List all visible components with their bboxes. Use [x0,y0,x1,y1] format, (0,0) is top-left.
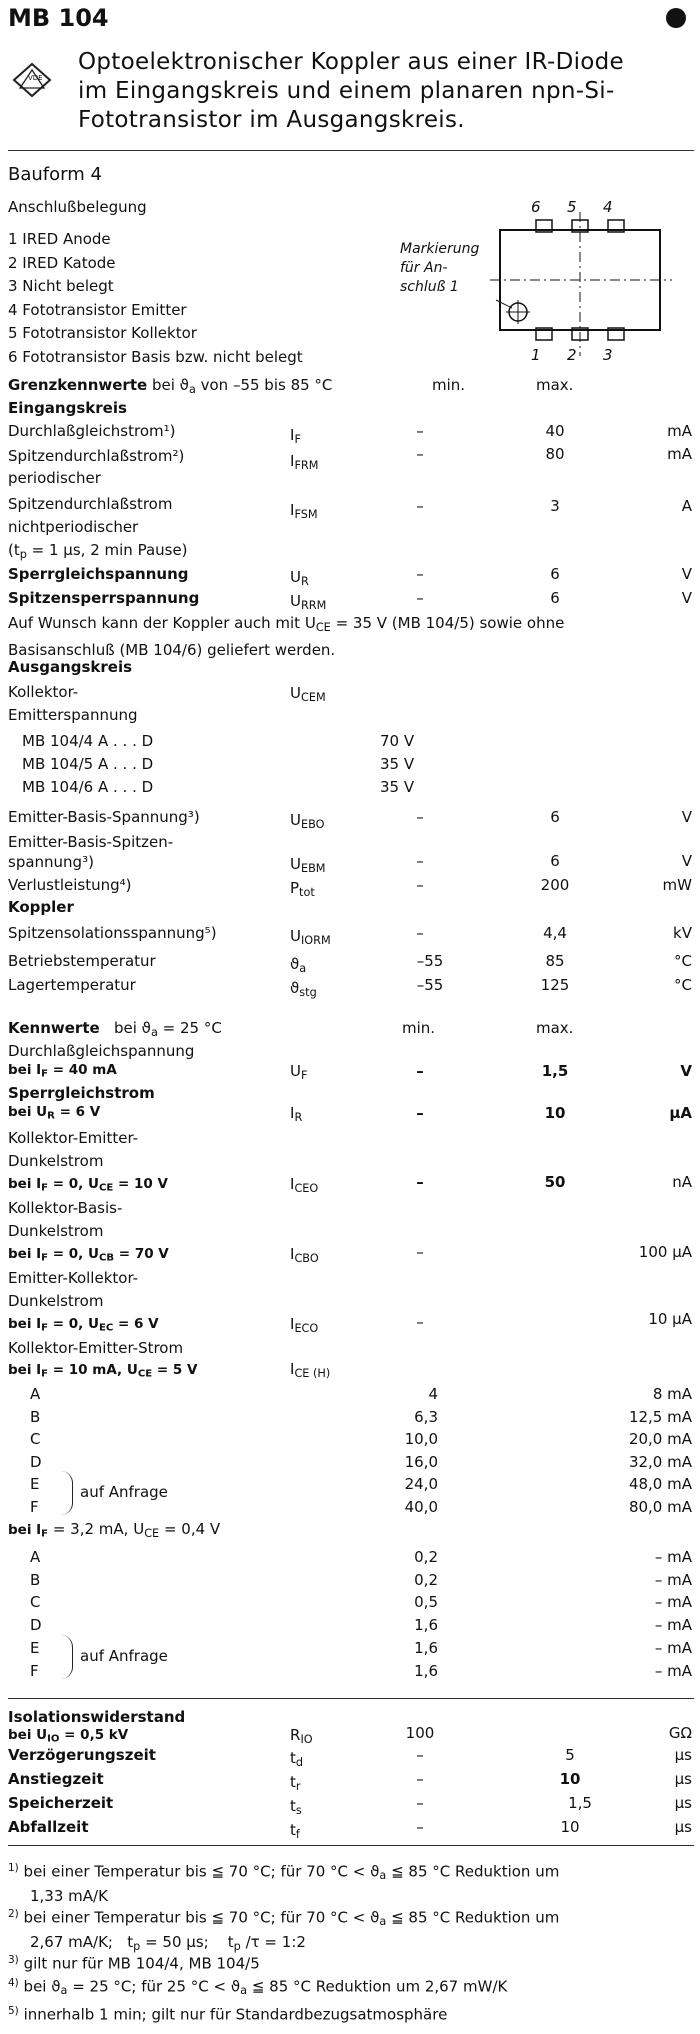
col-max-header: max. [536,1019,574,1037]
variant-list: MB 104/4 A . . . D MB 104/5 A . . . D MB 104/6 A . . . D [22,732,154,796]
row-label: Durchlaßgleichspannung bei $I_F = 40$ mA [8,1042,195,1080]
col-min-header: min. [402,1019,436,1037]
row-min: – [416,565,424,583]
row-symbol: $ϑ_a$ [290,955,307,975]
brace-icon [60,1635,73,1679]
anschluss-title: Anschlußbelegung [8,198,147,216]
grade-labels: A B C D E F [30,1548,42,1680]
row-max: 6 [550,852,560,870]
row-max: 80 [545,445,565,463]
row-unit: µs [674,1770,692,1788]
row-symbol: $I_R$ [290,1104,303,1124]
row-label: Emitter-Kollektor- Dunkelstrom bei $I_F = 0$, $U_{EC} = 6$ V [8,1269,159,1334]
row-symbol: $U_{EBO}$ [290,811,325,831]
pin-4-label: 4 [603,198,613,216]
grade-max-values: – mA – mA – mA – mA – mA – mA [654,1548,692,1680]
row-min: – [416,445,424,463]
row-min: – [416,808,424,826]
row-unit: µA [669,1104,692,1122]
row-unit: µs [674,1794,692,1812]
row-min: 100 [405,1724,435,1742]
grade-min-values: 0,2 0,2 0,5 1,6 1,6 1,6 [414,1548,438,1680]
row-min: –55 [416,976,444,994]
row-label: Spitzendurchlaßstrom nichtperiodischer ($t_p = 1$ µs, 2 min Pause) [8,495,188,561]
grade-labels: A B C D E F [30,1385,42,1516]
footnote-2: $^{2)}$ bei einer Temperatur bis ≦ 70 °C; für 70 $^\circ C < ϑ_a$ ≦ 85 °C Reduktion um 2,67 mA/K; $t_p = 50$ µs; $t_p$ /τ = 1:2 [8,1908,560,1953]
row-unit: V [681,808,692,826]
row-label: Kollektor- Emitterspannung [8,683,138,724]
row-symbol: $U_{RRM}$ [290,592,327,612]
row-symbol: $I_{FRM}$ [290,452,319,472]
row-max: 6 [550,565,560,583]
anfrage-label: auf Anfrage [80,1483,168,1501]
row-label: Verzögerungszeit [8,1746,156,1764]
row-min: – [416,1062,424,1080]
row-unit: V [680,1062,692,1080]
row-unit: mA [667,422,692,440]
page-title: MB 104 [8,4,109,32]
divider [8,1698,694,1699]
row-max: 1,5 [568,1794,592,1812]
note-text: Auf Wunsch kann der Koppler auch mit $U_{CE} = 35$ V (MB 104/5) sowie ohne Basisanschluß (MB 104/6) geliefert werden. [8,614,565,659]
row-max: 10 µA [648,1310,692,1328]
row-unit: °C [674,952,692,970]
anfrage-label: auf Anfrage [80,1647,168,1665]
row-symbol: $U_F$ [290,1062,308,1082]
row-max: 200 [540,876,570,894]
row-min: – [416,1173,424,1191]
koppler-heading: Koppler [8,898,74,916]
row-symbol: $I_{CE (H)}$ [290,1360,331,1380]
row-symbol: $U_{CEM}$ [290,684,326,704]
pin-1-label: 1 [531,346,541,364]
row-unit: A [681,497,692,515]
row-min: – [416,497,424,515]
row-symbol: $t_r$ [290,1773,301,1793]
row-label: Anstiegzeit [8,1770,104,1788]
row-symbol: $t_s$ [290,1797,302,1817]
row-max: 50 [544,1173,566,1191]
row-min: – [416,924,424,942]
pin-3-label: 3 [603,346,613,364]
corner-dot-icon [666,8,686,28]
row-min: – [416,1746,424,1764]
row-symbol: $I_{FSM}$ [290,501,318,521]
row-symbol: $U_{IORM}$ [290,927,331,947]
row-min: – [416,876,424,894]
row-label: Speicherzeit [8,1794,114,1812]
row-min: – [416,1818,424,1836]
row-unit: kV [673,924,692,942]
row-max: 3 [550,497,560,515]
grade-min-values: 4 6,3 10,0 16,0 24,0 40,0 [404,1385,438,1516]
row-unit: µs [674,1746,692,1764]
row-min: – [416,1313,424,1331]
row-label: Spitzensolationsspannung⁵) [8,924,217,942]
divider [8,150,694,151]
row-unit: mW [662,876,692,894]
row-symbol: $U_R$ [290,568,309,588]
row-max: 10 [544,1104,566,1122]
vde-mark-text: VDE [28,74,43,82]
row-unit: °C [674,976,692,994]
row-max: 100 µA [638,1243,692,1261]
row-unit: µs [674,1818,692,1836]
row-label: Sperrgleichspannung [8,565,189,583]
row-max: 1,5 [541,1062,569,1080]
row-max: 10 [560,1818,580,1836]
footnote-1: $^{1)}$ bei einer Temperatur bis ≦ 70 °C; für 70 $^\circ C < ϑ_a$ ≦ 85 °C Reduktion um 1,33 mA/K [8,1862,560,1906]
row-label: Isolationswiderstand bei $U_{IO} = 0,5$ kV [8,1708,186,1745]
row-unit: mA [667,445,692,463]
row-label: Abfallzeit [8,1818,89,1836]
row-symbol: $ϑ_{stg}$ [290,979,317,999]
grenz-header: Grenzkennwerte bei $ϑ_a$ von –55 bis 85 °C [8,376,333,396]
row-min: – [416,1770,424,1788]
row-label: Lagertemperatur [8,976,136,994]
row-max: 6 [550,589,560,607]
row-min: – [416,1104,424,1122]
row-unit: V [681,589,692,607]
row-symbol: $I_F$ [290,426,301,446]
row-label: Verlustleistung⁴) [8,876,132,894]
row-min: –55 [416,952,444,970]
col-max-header: max. [536,376,574,394]
row-min: – [416,422,424,440]
col-min-header: min. [432,376,466,394]
row-label: Sperrgleichstrom bei $U_R = 6$ V [8,1084,155,1122]
row-label: Kollektor-Emitter-Strom bei $I_F = 10$ mA, $U_{CE} = 5$ V [8,1339,198,1380]
pin-6-label: 6 [531,198,541,216]
row-max: 6 [550,808,560,826]
row-label: bei $I_F = 3,2$ mA, $U_{CE} = 0,4$ V [8,1520,221,1540]
row-label: Durchlaßgleichstrom¹) [8,422,176,440]
row-unit: V [681,852,692,870]
row-max: 10 [559,1770,581,1788]
kenn-header: Kennwerte bei $ϑ_a = 25$ °C [8,1019,222,1039]
row-label: Kollektor-Emitter- Dunkelstrom bei $I_F = 0$, $U_{CE} = 10$ V [8,1129,168,1194]
row-symbol: $I_{CBO}$ [290,1245,319,1265]
row-symbol: $t_d$ [290,1749,304,1769]
pin-2-label: 2 [567,346,577,364]
eingang-heading: Eingangskreis [8,399,127,417]
row-symbol: $I_{CEO}$ [290,1175,319,1195]
pin-5-label: 5 [567,198,577,216]
row-label: Spitzendurchlaßstrom²) periodischer [8,447,185,487]
footnotes-rest: $^{3)}$ gilt nur für MB 104/4, MB 104/5 $^{4)}$ bei $ϑ_a = 25$ °C; für 25 $^\circ C < ϑ_a$ ≦ 85 °C Reduktion um 2,67 mW/K $^{5)}$ innerhalb 1 min; gilt nur für Standardbezugsatmosphäre [8,1954,508,2024]
row-min: – [416,1243,424,1261]
anschluss-list: 1 IRED Anode 2 IRED Katode 3 Nicht belegt 4 Fototransistor Emitter 5 Fototransistor Kollektor 6 Fototransistor Basis bzw. nicht belegt [8,230,303,366]
row-symbol: $t_f$ [290,1821,300,1841]
row-min: – [416,589,424,607]
variant-values: 70 V 35 V 35 V [380,732,415,796]
row-max: 4,4 [543,924,567,942]
row-max: 40 [545,422,565,440]
row-label: Emitter-Basis-Spannung³) [8,808,200,826]
row-min: – [416,852,424,870]
row-label: Spitzensperrspannung [8,589,200,607]
row-max: 85 [545,952,565,970]
intro-text: Optoelektronischer Koppler aus einer IR-Diode im Eingangskreis und einem planaren npn-Si- Fototransistor im Ausgangskreis. [78,49,625,133]
marking-label: Markierung für An- schluß 1 [400,241,480,295]
bauform-label: Bauform 4 [8,164,102,185]
ausgang-heading: Ausgangskreis [8,658,133,676]
row-max: 125 [540,976,570,994]
divider [8,1845,694,1846]
row-label: Emitter-Basis-Spitzen- spannung³) [8,833,174,871]
row-unit: nA [672,1173,692,1191]
row-max: 5 [565,1746,575,1764]
brace-icon [60,1471,73,1515]
row-label: Kollektor-Basis- Dunkelstrom bei $I_F = 0$, $U_{CB} = 70$ V [8,1199,169,1264]
row-unit: V [681,565,692,583]
row-symbol: $I_{ECO}$ [290,1315,319,1335]
grade-max-values: 8 mA 12,5 mA 20,0 mA 32,0 mA 48,0 mA 80,0 mA [628,1385,692,1516]
row-min: – [416,1794,424,1812]
row-symbol: $P_{tot}$ [290,879,315,899]
row-symbol: $R_{IO}$ [290,1726,313,1746]
row-unit: GΩ [668,1724,692,1742]
row-label: Betriebstemperatur [8,952,156,970]
row-symbol: $U_{EBM}$ [290,855,326,875]
